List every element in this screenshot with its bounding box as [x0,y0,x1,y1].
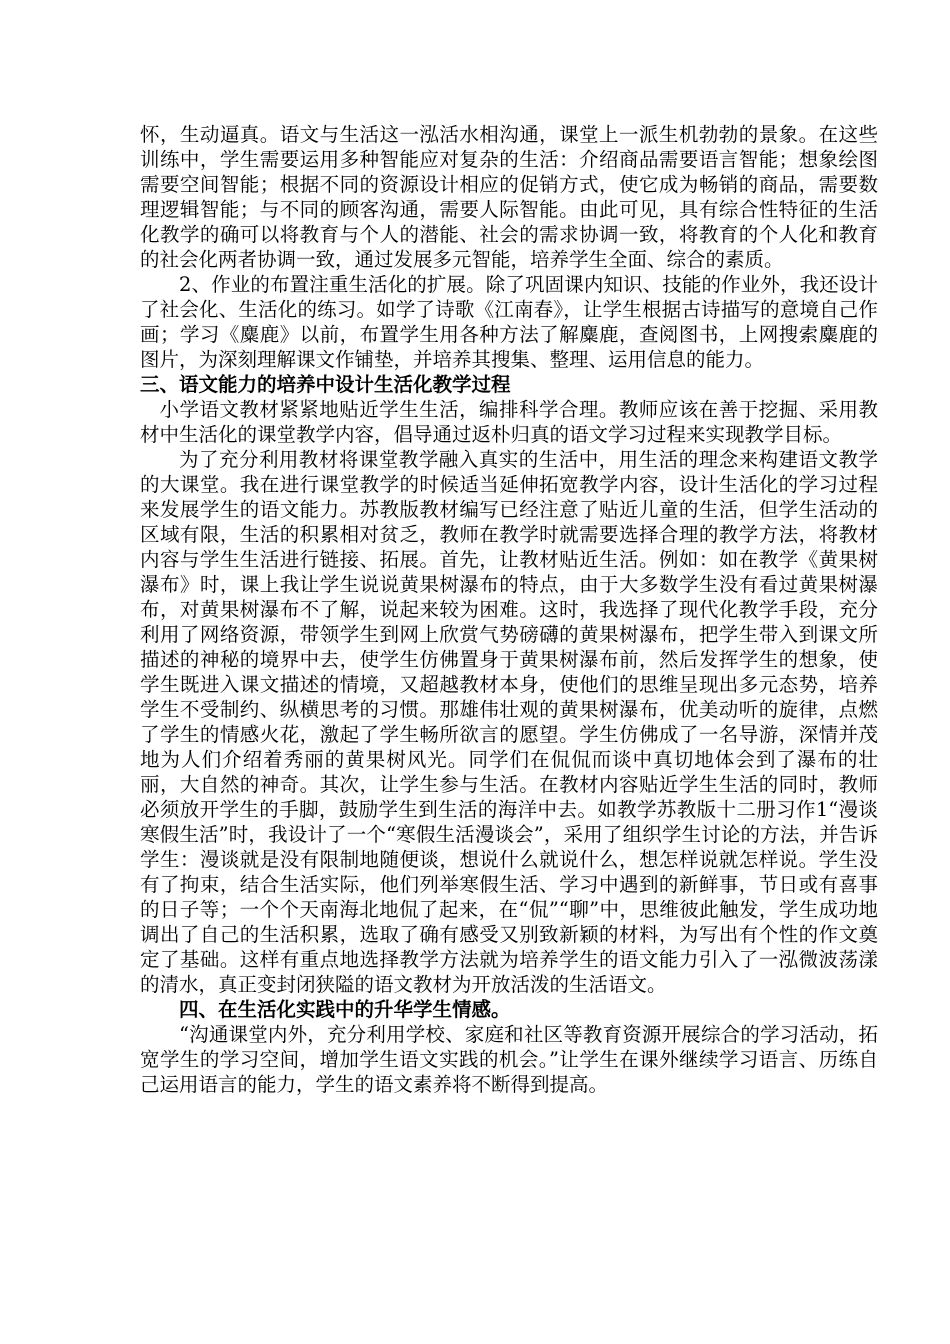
section-heading-three: 三、语文能力的培养中设计生活化教学过程 [140,373,511,396]
document-page [140,122,878,1097]
paragraph-teaching-process: 为了充分利用教材将课堂教学融入真实的生活中，用生活的理念来构建语文教学的大课堂。我在进行课堂教学的时候适当延伸拓宽教学内容，设计生活化的学习过程来发展学生的语文能力。苏教版教材编写已经注意了贴近儿童的生活，但学生活动的区域有限，生活的积累相对贫乏，教师在教学时就需要选择合理的教学方法，将教材内容与学生生活进行链接、拓展。首先，让教材贴近生活。例如：如在教学《黄果树瀑布》时，课上我让学生说说黄果树瀑布的特点，由于大多数学生没有看过黄果树瀑布，对黄果树瀑布不了解，说起来较为困难。这时，我选择了现代化教学手段，充分利用了网络资源，带领学生到网上欣赏气势磅礴的黄果树瀑布，把学生带入到课文所描述的神秘的境界中去，使学生仿佛置身于黄果树瀑布前，然后发挥学生的想象，使学生既进入课文描述的情境，又超越教材本身，使他们的思维呈现出多元态势，培养学生不受制约、纵横思考的习惯。那雄伟壮观的黄果树瀑布，优美动听的旋律，点燃了学生的情感火花，激起了学生畅所欲言的愿望。学生仿佛成了一名导游，深情并茂地为人们介绍着秀丽的黄果树风光。同学们在侃侃而谈中真切地体会到了瀑布的壮丽，大自然的神奇。其次，让学生参与生活。在教材内容贴近学生生活的同时，教师必须放开学生的手脚，鼓励学生到生活的海洋中去。如教学苏教版十二册习作1“漫谈寒假生活”时，我设计了一个“寒假生活漫谈会”，采用了组织学生讨论的方法，并告诉学生：漫谈就是没有限制地随便谈，想说什么就说什么，想怎样说就怎样说。学生没有了拘束，结合生活实际，他们列举寒假生活、学习中遇到的新鲜事，节日或有喜事的日子等；一个个天南海北地侃了起来，在“侃”“聊”中，思维彼此触发，学生成功地调出了自己的生活积累，选取了确有感受又别致新颖的材料，为写出有个性的作文奠定了基础。这样有重点地选择教学方法就为培养学生的语文能力引入了一泓微波荡漾的清水，真正变封闭狭隘的语文教材为开放活泼的生活语文。 [140,448,878,996]
paragraph-textbook: 小学语文教材紧紧地贴近学生生活，编排科学合理。教师应该在善于挖掘、采用教材中生活化的课堂教学内容，倡导通过返朴归真的语文学习过程来实现教学目标。 [140,398,878,446]
paragraph-homework: 2、作业的布置注重生活化的扩展。除了巩固课内知识、技能的作业外，我还设计了社会化、生活化的练习。如学了诗歌《江南春》，让学生根据古诗描写的意境自己作画；学习《麋鹿》以前，布置学生用各种方法了解麋鹿，查阅图书，上网搜索麋鹿的图片，为深刻理解课文作铺垫，并培养其搜集、整理、运用信息的能力。 [140,273,878,371]
paragraph-intelligences: 怀，生动逼真。语文与生活这一泓活水相沟通，课堂上一派生机勃勃的景象。在这些训练中，学生需要运用多种智能应对复杂的生活：介绍商品需要语言智能；想象绘图需要空间智能；根据不同的资源设计相应的促销方式，使它成为畅销的商品，需要数理逻辑智能；与不同的顾客沟通，需要人际智能。由此可见，具有综合性特征的生活化教学的确可以将教育与个人的潜能、社会的需求协调一致，将教育的个人化和教育的社会化两者协调一致，通过发展多元智能，培养学生全面、综合的素质。 [140,123,878,271]
paragraph-practice: “沟通课堂内外，充分利用学校、家庭和社区等教育资源开展综合的学习活动，拓宽学生的学习空间，增加学生语文实践的机会。”让学生在课外继续学习语言、历练自己运用语言的能力，学生的语文素养将不断得到提高。 [140,1023,878,1096]
section-heading-four: 四、在生活化实践中的升华学生情感。 [179,998,511,1021]
